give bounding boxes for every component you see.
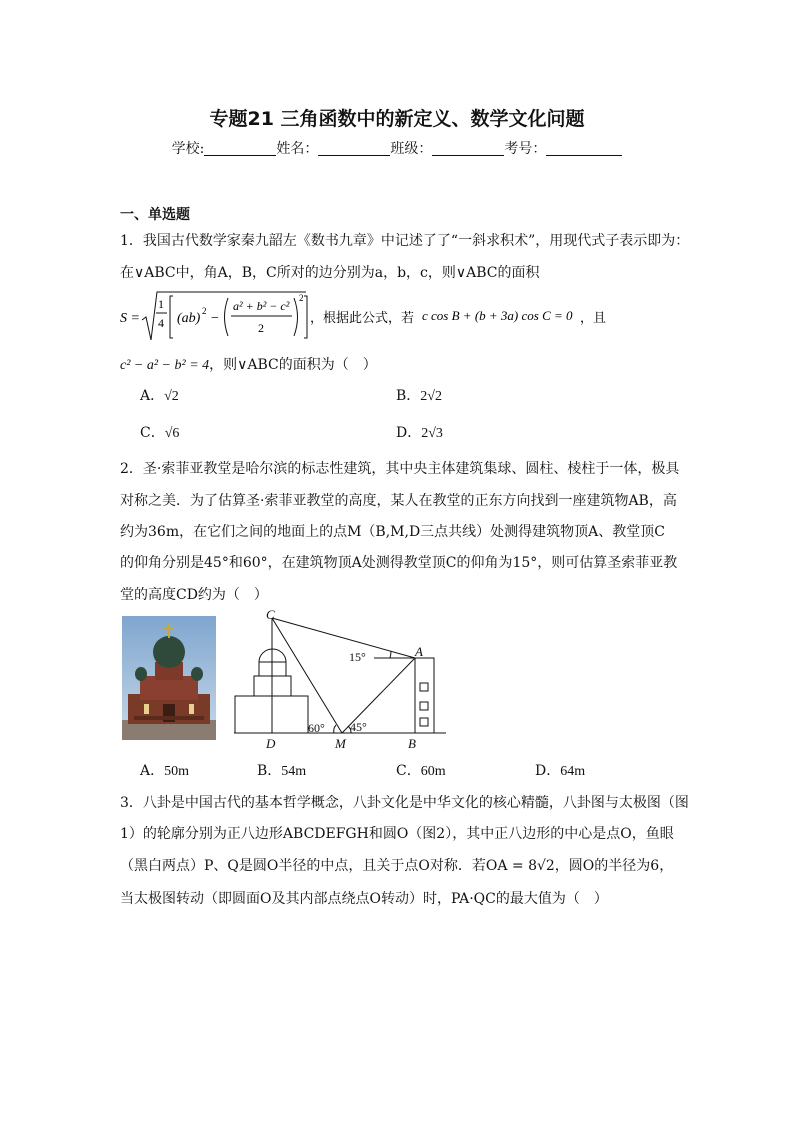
building-ab xyxy=(415,658,434,733)
geometry-diagram xyxy=(232,608,448,754)
q1-line-1: 1．我国古代数学家秦九韶左《数书九章》中记述了了“一斜求积术”，用现代式子表示即为： xyxy=(120,233,690,249)
q1-line-2: 在∨ABC中，角A，B，C所对的边分别为a，b，c，则∨ABC的面积 xyxy=(120,265,540,281)
frac-num: a² + b² − c² xyxy=(233,299,290,313)
page-title: 专题21 三角函数中的新定义、数学文化问题 xyxy=(209,108,585,130)
formula-ab-exp: 2 xyxy=(202,306,207,316)
name-blank[interactable] xyxy=(318,141,390,156)
label-angle-45: 45° xyxy=(350,720,367,734)
name-label: 姓名： xyxy=(276,141,319,157)
q2-option-a[interactable]: A．50m xyxy=(140,763,190,779)
q1-option-c[interactable]: C．√6 xyxy=(140,425,180,441)
frac-den: 2 xyxy=(258,321,264,335)
q2-line-4: 的仰角分别是45°和60°，在建筑物顶A处测得教堂顶C的仰角为15°，则可估算圣索菲亚教 xyxy=(120,555,678,571)
formula-minus: − xyxy=(211,311,219,326)
formula-ab: (ab) xyxy=(177,311,201,326)
q3-line-2: 1）的轮廓分别为正八边形ABCDEFGH和圆O（图2），其中正八边形的中心是点O，鱼眼 xyxy=(120,826,674,842)
q3-line-1: 3．八卦是中国古代的基本哲学概念，八卦文化是中华文化的核心精髓，八卦图与太极图（图 xyxy=(120,795,689,811)
id-blank[interactable] xyxy=(546,141,622,156)
label-m: M xyxy=(335,736,346,751)
q3-line-4: 当太极图转动（即圆面O及其内部点绕点O转动）时，PA·QC的最大值为（ ） xyxy=(120,891,608,907)
quarter-num: 1 xyxy=(158,297,164,311)
line-ca xyxy=(272,618,415,658)
q2-line-2: 对称之美．为了估算圣·索菲亚教堂的高度，某人在教堂的正东方向找到一座建筑物AB，高 xyxy=(120,493,677,509)
angle-15-arc xyxy=(390,651,391,658)
q1-formula xyxy=(120,288,620,348)
school-blank[interactable] xyxy=(204,141,276,156)
class-label: 班级： xyxy=(390,141,433,157)
section-heading: 一、单选题 xyxy=(120,207,190,223)
label-b: B xyxy=(408,736,416,751)
paren-exp: 2 xyxy=(299,293,304,303)
school-label: 学校: xyxy=(171,141,205,157)
q3-line-3: （黑白两点）P、Q是圆O半径的中点，且关于点O对称．若OA = 8√2，圆O的半径为6， xyxy=(120,858,674,874)
window-3 xyxy=(420,718,428,726)
label-c: C xyxy=(266,608,275,622)
id-label: 考号： xyxy=(504,141,547,157)
formula-tail: ，根据此公式，若 xyxy=(310,311,415,326)
q1-option-d[interactable]: D．2√3 xyxy=(396,425,443,441)
window-2 xyxy=(420,702,428,710)
window-1 xyxy=(420,683,428,691)
angle-60-arc xyxy=(334,725,336,733)
q1-line-4-text: ，则∨ABC的面积为（ ） xyxy=(209,357,377,373)
q2-option-c[interactable]: C．60m xyxy=(396,763,446,779)
condition-tail: ，且 xyxy=(580,311,607,326)
cathedral-photo xyxy=(122,616,216,740)
q2-option-b[interactable]: B．54m xyxy=(257,763,307,779)
q1-option-a[interactable]: A．√2 xyxy=(140,388,179,404)
formula-lhs: S = xyxy=(120,311,140,326)
q2-line-3: 约为36m，在它们之间的地面上的点M（B,M,D三点共线）处测得建筑物顶A、教堂顶C xyxy=(120,524,665,540)
label-angle-60: 60° xyxy=(308,721,325,735)
q1-option-b[interactable]: B．2√2 xyxy=(396,388,442,404)
q2-option-d[interactable]: D．64m xyxy=(535,763,586,779)
condition-1: c cos B + (b + 3a) cos C = 0 xyxy=(422,308,573,323)
class-blank[interactable] xyxy=(432,141,504,156)
q1-line-4-math: c² − a² − b² = 4 xyxy=(120,358,210,373)
label-d: D xyxy=(266,736,276,751)
q2-line-1: 2．圣·索菲亚教堂是哈尔滨的标志性建筑，其中央主体建筑集球、圆柱、棱柱于一体，极具 xyxy=(120,461,680,477)
label-angle-15: 15° xyxy=(349,650,366,664)
q1-line-4 xyxy=(120,354,377,374)
quarter-den: 4 xyxy=(158,316,164,330)
label-a: A xyxy=(415,644,423,659)
student-info-row xyxy=(0,138,794,158)
q2-line-5: 堂的高度CD约为（ ） xyxy=(120,587,268,603)
